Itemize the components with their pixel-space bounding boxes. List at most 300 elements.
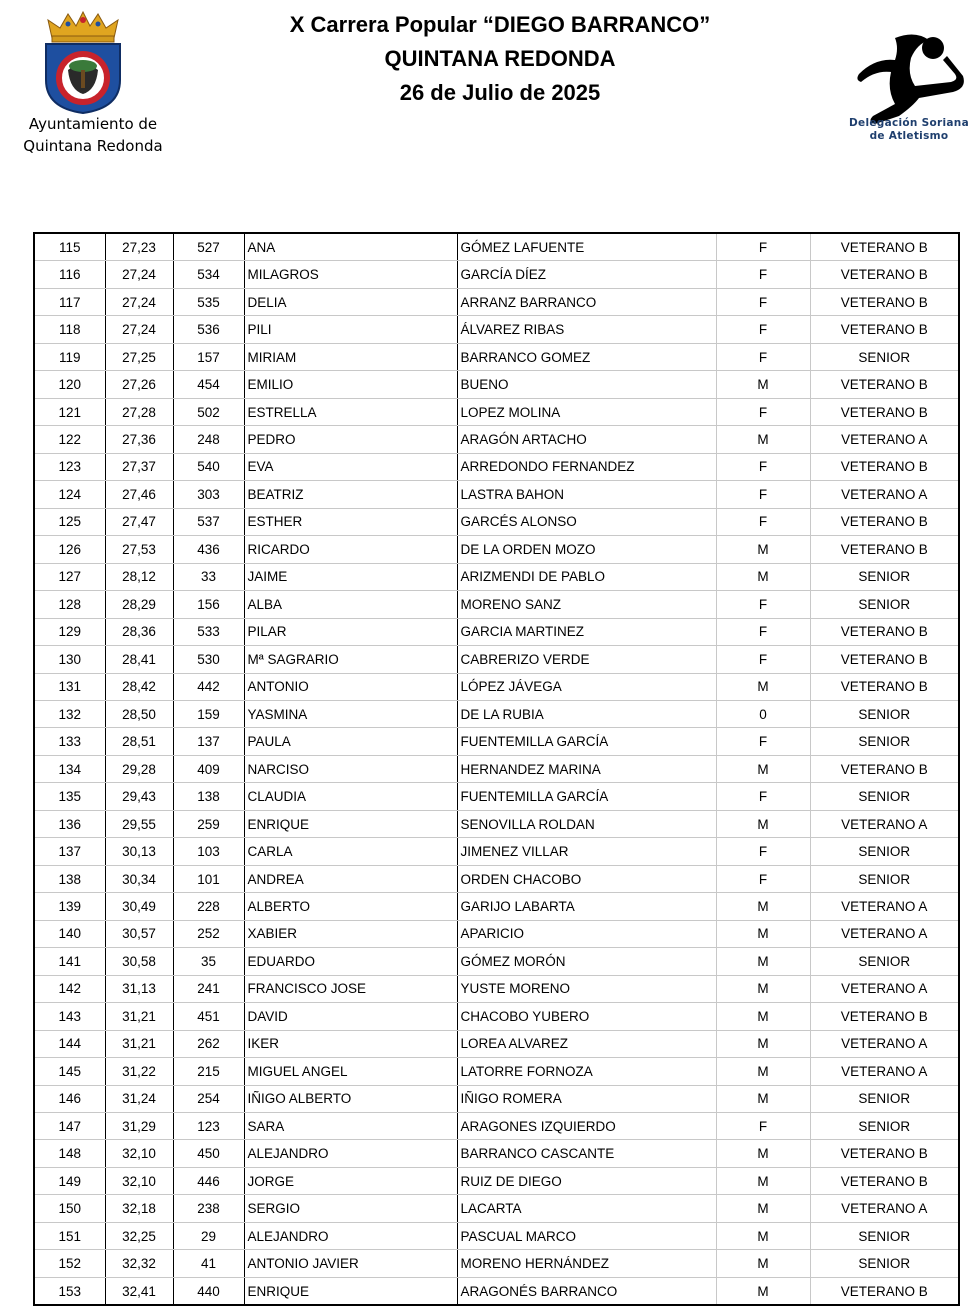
bib-cell: 540 — [173, 453, 244, 480]
gender-cell: F — [716, 481, 810, 508]
first-name-cell: DELIA — [244, 288, 457, 315]
first-name-cell: CARLA — [244, 838, 457, 865]
surname-cell: PASCUAL MARCO — [457, 1222, 716, 1249]
gender-cell: M — [716, 755, 810, 782]
category-cell: VETERANO B — [810, 646, 959, 673]
bib-cell: 259 — [173, 810, 244, 837]
table-row — [34, 316, 959, 343]
first-name-cell: MILAGROS — [244, 261, 457, 288]
bib-cell: 527 — [173, 233, 244, 261]
table-row — [34, 536, 959, 563]
surname-cell: YUSTE MORENO — [457, 975, 716, 1002]
time-cell: 27,53 — [105, 536, 173, 563]
position-cell: 127 — [34, 563, 105, 590]
bib-cell: 530 — [173, 646, 244, 673]
table-row — [34, 975, 959, 1002]
table-row — [34, 1277, 959, 1305]
bib-cell: 103 — [173, 838, 244, 865]
position-cell: 126 — [34, 536, 105, 563]
surname-cell: DE LA ORDEN MOZO — [457, 536, 716, 563]
time-cell: 31,24 — [105, 1085, 173, 1112]
position-cell: 124 — [34, 481, 105, 508]
table-row — [34, 893, 959, 920]
time-cell: 27,24 — [105, 316, 173, 343]
gender-cell: F — [716, 508, 810, 535]
gender-cell: F — [716, 646, 810, 673]
surname-cell: BARRANCO CASCANTE — [457, 1140, 716, 1167]
position-cell: 136 — [34, 810, 105, 837]
surname-cell: ÁLVAREZ RIBAS — [457, 316, 716, 343]
surname-cell: ARRANZ BARRANCO — [457, 288, 716, 315]
category-cell: VETERANO B — [810, 288, 959, 315]
gender-cell: M — [716, 536, 810, 563]
category-cell: VETERANO B — [810, 1003, 959, 1030]
page-title — [210, 8, 790, 110]
category-cell: VETERANO B — [810, 233, 959, 261]
first-name-cell: FRANCISCO JOSE — [244, 975, 457, 1002]
position-cell: 148 — [34, 1140, 105, 1167]
first-name-cell: ESTHER — [244, 508, 457, 535]
results-table — [33, 232, 960, 1306]
first-name-cell: DAVID — [244, 1003, 457, 1030]
gender-cell: F — [716, 618, 810, 645]
gender-cell: F — [716, 288, 810, 315]
bib-cell: 262 — [173, 1030, 244, 1057]
position-cell: 145 — [34, 1058, 105, 1085]
first-name-cell: EVA — [244, 453, 457, 480]
time-cell: 31,21 — [105, 1030, 173, 1057]
gender-cell: F — [716, 261, 810, 288]
category-cell: SENIOR — [810, 865, 959, 892]
table-row — [34, 1140, 959, 1167]
bib-cell: 101 — [173, 865, 244, 892]
time-cell: 27,25 — [105, 343, 173, 370]
time-cell: 27,26 — [105, 371, 173, 398]
category-cell: VETERANO B — [810, 316, 959, 343]
category-cell: VETERANO B — [810, 508, 959, 535]
table-row — [34, 700, 959, 727]
category-cell: SENIOR — [810, 838, 959, 865]
surname-cell: GARIJO LABARTA — [457, 893, 716, 920]
category-cell: VETERANO A — [810, 975, 959, 1002]
bib-cell: 35 — [173, 948, 244, 975]
surname-cell: MORENO HERNÁNDEZ — [457, 1250, 716, 1277]
time-cell: 28,29 — [105, 591, 173, 618]
gender-cell: F — [716, 398, 810, 425]
gender-cell: M — [716, 1222, 810, 1249]
bib-cell: 29 — [173, 1222, 244, 1249]
time-cell: 29,55 — [105, 810, 173, 837]
position-cell: 129 — [34, 618, 105, 645]
bib-cell: 533 — [173, 618, 244, 645]
gender-cell: M — [716, 1058, 810, 1085]
table-row — [34, 1085, 959, 1112]
time-cell: 30,57 — [105, 920, 173, 947]
surname-cell: ORDEN CHACOBO — [457, 865, 716, 892]
table-row — [34, 343, 959, 370]
position-cell: 121 — [34, 398, 105, 425]
category-cell: SENIOR — [810, 948, 959, 975]
bib-cell: 238 — [173, 1195, 244, 1222]
gender-cell: F — [716, 783, 810, 810]
table-row — [34, 371, 959, 398]
time-cell: 28,36 — [105, 618, 173, 645]
bib-cell: 157 — [173, 343, 244, 370]
category-cell: SENIOR — [810, 591, 959, 618]
position-cell: 134 — [34, 755, 105, 782]
time-cell: 31,22 — [105, 1058, 173, 1085]
time-cell: 27,47 — [105, 508, 173, 535]
surname-cell: HERNANDEZ MARINA — [457, 755, 716, 782]
surname-cell: IÑIGO ROMERA — [457, 1085, 716, 1112]
position-cell: 120 — [34, 371, 105, 398]
surname-cell: GÓMEZ LAFUENTE — [457, 233, 716, 261]
bib-cell: 451 — [173, 1003, 244, 1030]
gender-cell: M — [716, 563, 810, 590]
surname-cell: LÓPEZ JÁVEGA — [457, 673, 716, 700]
table-row — [34, 783, 959, 810]
position-cell: 116 — [34, 261, 105, 288]
time-cell: 30,58 — [105, 948, 173, 975]
gender-cell: 0 — [716, 700, 810, 727]
gender-cell: M — [716, 1167, 810, 1194]
first-name-cell: MIRIAM — [244, 343, 457, 370]
surname-cell: RUIZ DE DIEGO — [457, 1167, 716, 1194]
surname-cell: DE LA RUBIA — [457, 700, 716, 727]
first-name-cell: PEDRO — [244, 426, 457, 453]
time-cell: 28,42 — [105, 673, 173, 700]
gender-cell: M — [716, 1030, 810, 1057]
surname-cell: LASTRA BAHON — [457, 481, 716, 508]
surname-cell: CABRERIZO VERDE — [457, 646, 716, 673]
category-cell: VETERANO B — [810, 1167, 959, 1194]
surname-cell: ARAGONES IZQUIERDO — [457, 1113, 716, 1140]
gender-cell: M — [716, 920, 810, 947]
first-name-cell: EMILIO — [244, 371, 457, 398]
first-name-cell: EDUARDO — [244, 948, 457, 975]
bib-cell: 450 — [173, 1140, 244, 1167]
first-name-cell: NARCISO — [244, 755, 457, 782]
position-cell: 131 — [34, 673, 105, 700]
bib-cell: 440 — [173, 1277, 244, 1305]
surname-cell: LOREA ALVAREZ — [457, 1030, 716, 1057]
surname-cell: BUENO — [457, 371, 716, 398]
table-row — [34, 810, 959, 837]
position-cell: 143 — [34, 1003, 105, 1030]
organization-name-line-1: Ayuntamiento de — [28, 115, 158, 133]
gender-cell: F — [716, 865, 810, 892]
gender-cell: M — [716, 1277, 810, 1305]
category-cell: VETERANO A — [810, 893, 959, 920]
bib-cell: 535 — [173, 288, 244, 315]
gender-cell: M — [716, 893, 810, 920]
bib-cell: 454 — [173, 371, 244, 398]
gender-cell: M — [716, 810, 810, 837]
time-cell: 28,12 — [105, 563, 173, 590]
table-row — [34, 481, 959, 508]
category-cell: VETERANO B — [810, 398, 959, 425]
table-row — [34, 1222, 959, 1249]
surname-cell: MORENO SANZ — [457, 591, 716, 618]
bib-cell: 138 — [173, 783, 244, 810]
table-row — [34, 453, 959, 480]
first-name-cell: JORGE — [244, 1167, 457, 1194]
time-cell: 32,10 — [105, 1167, 173, 1194]
category-cell: VETERANO B — [810, 453, 959, 480]
bib-cell: 446 — [173, 1167, 244, 1194]
surname-cell: LATORRE FORNOZA — [457, 1058, 716, 1085]
first-name-cell: SERGIO — [244, 1195, 457, 1222]
results-table-body — [34, 233, 959, 1305]
bib-cell: 137 — [173, 728, 244, 755]
position-cell: 118 — [34, 316, 105, 343]
position-cell: 123 — [34, 453, 105, 480]
table-row — [34, 563, 959, 590]
category-cell: VETERANO A — [810, 426, 959, 453]
position-cell: 125 — [34, 508, 105, 535]
bib-cell: 502 — [173, 398, 244, 425]
category-cell: VETERANO B — [810, 1140, 959, 1167]
first-name-cell: CLAUDIA — [244, 783, 457, 810]
category-cell: SENIOR — [810, 728, 959, 755]
position-cell: 137 — [34, 838, 105, 865]
title-line-3: 26 de Julio de 2025 — [399, 80, 601, 105]
surname-cell: GARCÍA DÍEZ — [457, 261, 716, 288]
gender-cell: F — [716, 591, 810, 618]
category-cell: SENIOR — [810, 783, 959, 810]
position-cell: 117 — [34, 288, 105, 315]
surname-cell: ARAGONÉS BARRANCO — [457, 1277, 716, 1305]
first-name-cell: ALBERTO — [244, 893, 457, 920]
first-name-cell: ALBA — [244, 591, 457, 618]
surname-cell: ARREDONDO FERNANDEZ — [457, 453, 716, 480]
bib-cell: 537 — [173, 508, 244, 535]
position-cell: 128 — [34, 591, 105, 618]
table-row — [34, 1030, 959, 1057]
surname-cell: FUENTEMILLA GARCÍA — [457, 783, 716, 810]
position-cell: 144 — [34, 1030, 105, 1057]
gender-cell: M — [716, 673, 810, 700]
first-name-cell: ALEJANDRO — [244, 1140, 457, 1167]
gender-cell: F — [716, 838, 810, 865]
category-cell: VETERANO A — [810, 481, 959, 508]
position-cell: 140 — [34, 920, 105, 947]
bib-cell: 436 — [173, 536, 244, 563]
bib-cell: 159 — [173, 700, 244, 727]
surname-cell: ARIZMENDI DE PABLO — [457, 563, 716, 590]
position-cell: 139 — [34, 893, 105, 920]
position-cell: 153 — [34, 1277, 105, 1305]
time-cell: 30,49 — [105, 893, 173, 920]
table-row — [34, 398, 959, 425]
category-cell: VETERANO B — [810, 673, 959, 700]
position-cell: 141 — [34, 948, 105, 975]
category-cell: VETERANO A — [810, 1030, 959, 1057]
table-row — [34, 673, 959, 700]
surname-cell: LOPEZ MOLINA — [457, 398, 716, 425]
category-cell: SENIOR — [810, 1085, 959, 1112]
table-row — [34, 865, 959, 892]
first-name-cell: ALEJANDRO — [244, 1222, 457, 1249]
surname-cell: GÓMEZ MORÓN — [457, 948, 716, 975]
time-cell: 29,43 — [105, 783, 173, 810]
gender-cell: F — [716, 1113, 810, 1140]
gender-cell: M — [716, 1195, 810, 1222]
first-name-cell: ANDREA — [244, 865, 457, 892]
first-name-cell: ANTONIO JAVIER — [244, 1250, 457, 1277]
bib-cell: 33 — [173, 563, 244, 590]
surname-cell: GARCIA MARTINEZ — [457, 618, 716, 645]
category-cell: VETERANO B — [810, 261, 959, 288]
time-cell: 32,41 — [105, 1277, 173, 1305]
bib-cell: 228 — [173, 893, 244, 920]
bib-cell: 409 — [173, 755, 244, 782]
first-name-cell: XABIER — [244, 920, 457, 947]
table-row — [34, 1003, 959, 1030]
first-name-cell: MIGUEL ANGEL — [244, 1058, 457, 1085]
position-cell: 151 — [34, 1222, 105, 1249]
table-row — [34, 920, 959, 947]
bib-cell: 303 — [173, 481, 244, 508]
category-cell: VETERANO A — [810, 1058, 959, 1085]
time-cell: 32,25 — [105, 1222, 173, 1249]
bib-cell: 252 — [173, 920, 244, 947]
gender-cell: M — [716, 1140, 810, 1167]
time-cell: 27,24 — [105, 261, 173, 288]
surname-cell: GARCÉS ALONSO — [457, 508, 716, 535]
table-row — [34, 233, 959, 261]
federation-name-line-2: de Atletismo — [869, 130, 949, 142]
category-cell: VETERANO B — [810, 755, 959, 782]
surname-cell: JIMENEZ VILLAR — [457, 838, 716, 865]
gender-cell: F — [716, 728, 810, 755]
table-row — [34, 1167, 959, 1194]
position-cell: 115 — [34, 233, 105, 261]
category-cell: SENIOR — [810, 1250, 959, 1277]
table-row — [34, 728, 959, 755]
gender-cell: F — [716, 316, 810, 343]
first-name-cell: RICARDO — [244, 536, 457, 563]
bib-cell: 442 — [173, 673, 244, 700]
time-cell: 27,36 — [105, 426, 173, 453]
first-name-cell: SARA — [244, 1113, 457, 1140]
gender-cell: M — [716, 426, 810, 453]
federation-name — [838, 117, 980, 143]
table-row — [34, 1250, 959, 1277]
gender-cell: M — [716, 975, 810, 1002]
table-row — [34, 261, 959, 288]
time-cell: 32,32 — [105, 1250, 173, 1277]
bib-cell: 41 — [173, 1250, 244, 1277]
time-cell: 28,51 — [105, 728, 173, 755]
position-cell: 122 — [34, 426, 105, 453]
title-line-1: X Carrera Popular “DIEGO BARRANCO” — [289, 12, 711, 37]
table-row — [34, 591, 959, 618]
first-name-cell: ESTRELLA — [244, 398, 457, 425]
position-cell: 142 — [34, 975, 105, 1002]
position-cell: 130 — [34, 646, 105, 673]
time-cell: 31,29 — [105, 1113, 173, 1140]
category-cell: VETERANO B — [810, 1277, 959, 1305]
table-row — [34, 426, 959, 453]
category-cell: SENIOR — [810, 343, 959, 370]
table-row — [34, 948, 959, 975]
bib-cell: 248 — [173, 426, 244, 453]
first-name-cell: JAIME — [244, 563, 457, 590]
time-cell: 29,28 — [105, 755, 173, 782]
bib-cell: 123 — [173, 1113, 244, 1140]
table-row — [34, 646, 959, 673]
time-cell: 28,41 — [105, 646, 173, 673]
time-cell: 31,13 — [105, 975, 173, 1002]
time-cell: 28,50 — [105, 700, 173, 727]
bib-cell: 536 — [173, 316, 244, 343]
position-cell: 119 — [34, 343, 105, 370]
first-name-cell: ANTONIO — [244, 673, 457, 700]
first-name-cell: ENRIQUE — [244, 1277, 457, 1305]
runner-logo-icon — [855, 30, 965, 125]
surname-cell: CHACOBO YUBERO — [457, 1003, 716, 1030]
position-cell: 152 — [34, 1250, 105, 1277]
gender-cell: F — [716, 233, 810, 261]
surname-cell: APARICIO — [457, 920, 716, 947]
time-cell: 27,23 — [105, 233, 173, 261]
category-cell: VETERANO B — [810, 618, 959, 645]
gender-cell: F — [716, 453, 810, 480]
bib-cell: 254 — [173, 1085, 244, 1112]
organization-name — [8, 113, 178, 157]
time-cell: 30,13 — [105, 838, 173, 865]
category-cell: SENIOR — [810, 1222, 959, 1249]
first-name-cell: ANA — [244, 233, 457, 261]
table-row — [34, 288, 959, 315]
coat-of-arms-logo — [38, 10, 128, 115]
position-cell: 147 — [34, 1113, 105, 1140]
position-cell: 146 — [34, 1085, 105, 1112]
gender-cell: M — [716, 1085, 810, 1112]
first-name-cell: PILI — [244, 316, 457, 343]
first-name-cell: ENRIQUE — [244, 810, 457, 837]
federation-name-line-1: Delegación Soriana — [849, 117, 969, 129]
time-cell: 32,18 — [105, 1195, 173, 1222]
organization-name-line-2: Quintana Redonda — [23, 137, 163, 155]
category-cell: VETERANO A — [810, 920, 959, 947]
gender-cell: M — [716, 1003, 810, 1030]
title-line-2: QUINTANA REDONDA — [384, 46, 616, 71]
table-row — [34, 838, 959, 865]
first-name-cell: IÑIGO ALBERTO — [244, 1085, 457, 1112]
category-cell: VETERANO B — [810, 536, 959, 563]
bib-cell: 241 — [173, 975, 244, 1002]
gender-cell: M — [716, 948, 810, 975]
surname-cell: ARAGÓN ARTACHO — [457, 426, 716, 453]
position-cell: 150 — [34, 1195, 105, 1222]
table-row — [34, 1195, 959, 1222]
gender-cell: F — [716, 343, 810, 370]
category-cell: SENIOR — [810, 563, 959, 590]
gender-cell: M — [716, 1250, 810, 1277]
category-cell: VETERANO A — [810, 810, 959, 837]
position-cell: 132 — [34, 700, 105, 727]
surname-cell: LACARTA — [457, 1195, 716, 1222]
time-cell: 30,34 — [105, 865, 173, 892]
category-cell: SENIOR — [810, 1113, 959, 1140]
position-cell: 135 — [34, 783, 105, 810]
position-cell: 133 — [34, 728, 105, 755]
bib-cell: 534 — [173, 261, 244, 288]
first-name-cell: PAULA — [244, 728, 457, 755]
first-name-cell: IKER — [244, 1030, 457, 1057]
